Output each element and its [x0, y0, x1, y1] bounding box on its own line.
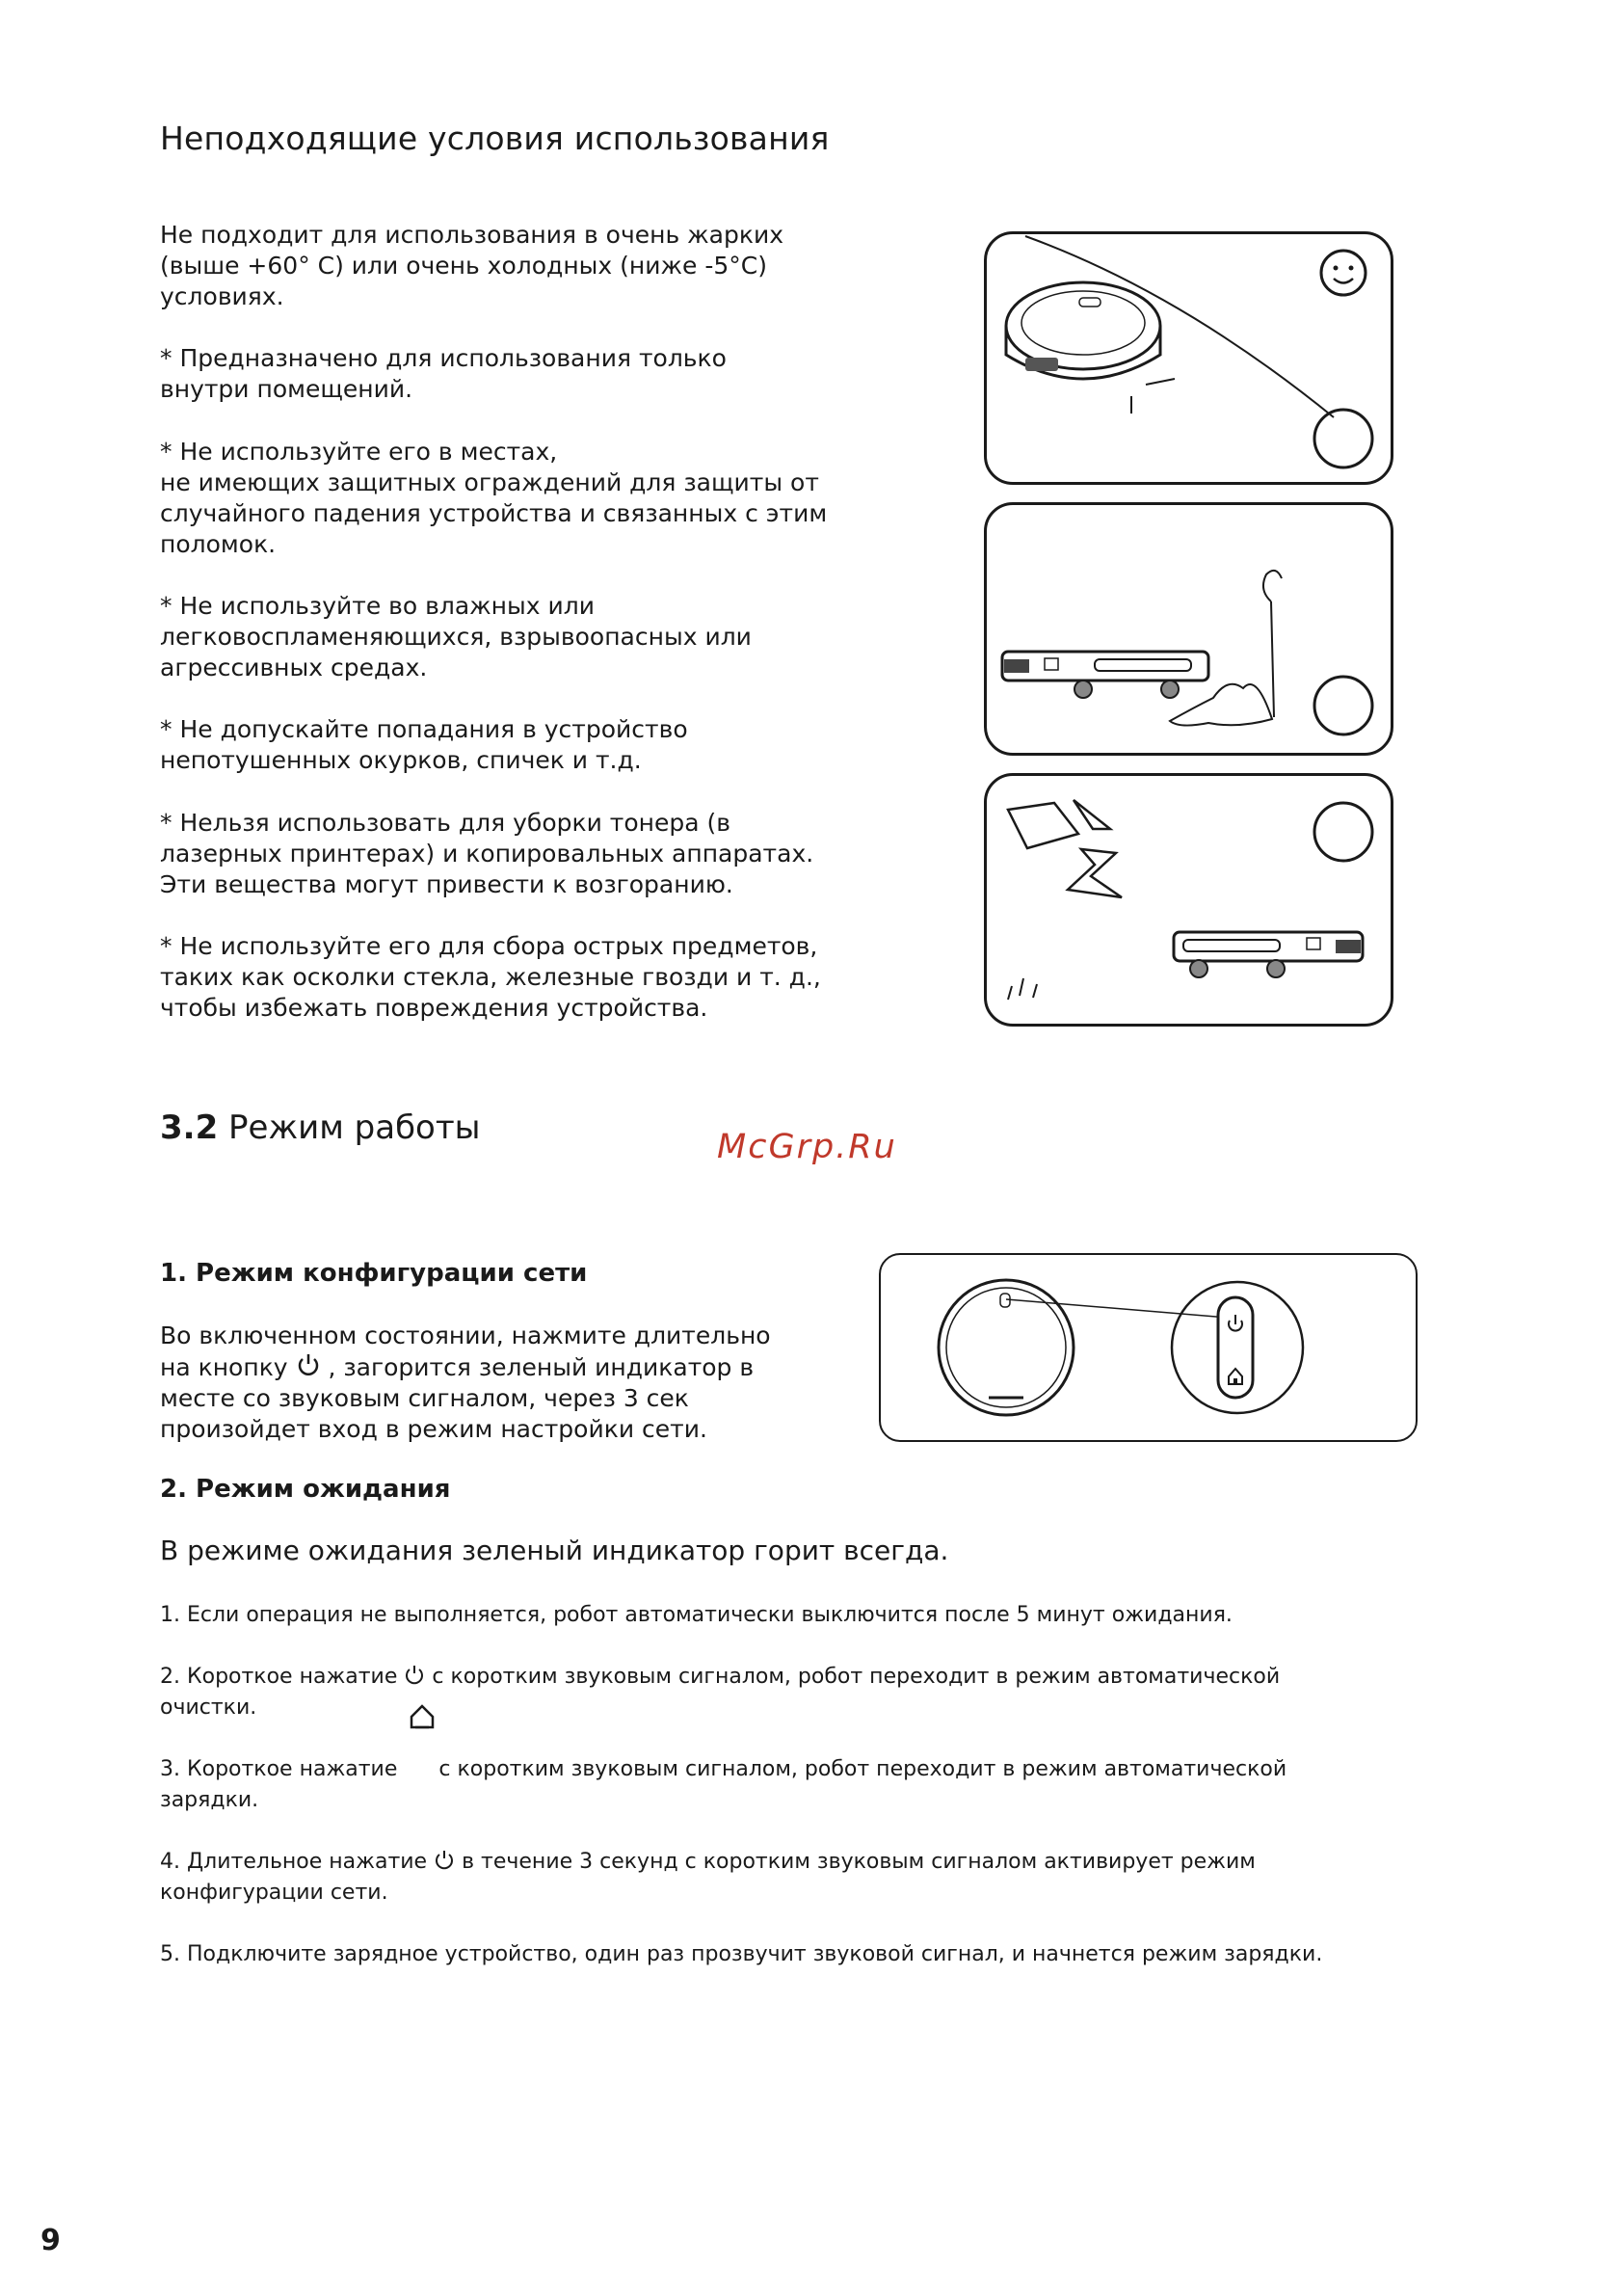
network-mode-text-a: Во включенном состоянии, нажмите длительно на кнопку [160, 1322, 771, 1381]
standby-item-4-b: в течение 3 секунд с коротким звуковым сигналом активирует режим конфигурации сети. [160, 1850, 1256, 1905]
network-mode-text [160, 1321, 892, 1445]
standby-item-2-b: с коротким звуковым сигналом, робот переходит в режим автоматической очистки. [160, 1665, 1281, 1720]
illustration-robot-liquid [984, 502, 1393, 756]
section-title-text: Режим работы [228, 1108, 481, 1147]
paragraph-indoor: * Предназначено для использования только внутри помещений. [160, 344, 727, 403]
illustration-robot-sharp [984, 773, 1393, 1027]
power-icon [404, 1663, 425, 1686]
standby-item-1: 1. Если операция не выполняется, робот автоматически выключится после 5 минут ожидания. [160, 1603, 1233, 1627]
page-heading: Неподходящие условия использования [160, 120, 830, 157]
standby-item-3-a: 3. Короткое нажатие [160, 1757, 405, 1781]
standby-item-5: 5. Подключите зарядное устройство, один раз прозвучит звуковой сигнал, и начнется режим зарядки. [160, 1942, 1323, 1966]
paragraph-cigarettes: * Не допускайте попадания в устройство непотушенных окурков, спичек и т.д. [160, 715, 688, 774]
standby-mode-title: 2. Режим ожидания [160, 1475, 451, 1504]
standby-item-3 [160, 1754, 1413, 1816]
smiley-icon [1321, 251, 1366, 295]
section-number: 3.2 [160, 1108, 219, 1147]
illustration-robot-buttons [879, 1253, 1418, 1442]
paragraph-toner: * Нельзя использовать для уборки тонера (в лазерных принтерах) и копировальных аппаратах. Эти вещества могут привести к возгоранию. [160, 809, 814, 898]
standby-item-2-a: 2. Короткое нажатие [160, 1665, 405, 1689]
power-icon [434, 1848, 455, 1871]
paragraph-temperature: Не подходит для использования в очень жарких (выше +60° C) или очень холодных (ниже -5°C) условиях. [160, 221, 784, 310]
standby-item-2 [160, 1662, 1413, 1723]
home-icon [408, 1702, 437, 1731]
watermark: McGrp.Ru [717, 1128, 897, 1166]
paragraph-fall-protection: * Не используйте его в местах, не имеющих защитных ограждений для защиты от случайного падения устройства и связанных с этим поломок. [160, 438, 828, 558]
standby-item-3-b: с коротким звуковым сигналом, робот переходит в режим автоматической зарядки. [160, 1757, 1287, 1812]
illustration-robot-edge [984, 231, 1393, 485]
page-number: 9 [40, 2224, 61, 2257]
network-mode-text-b: , загорится зеленый индикатор в месте со звуковым сигналом, через 3 сек произойдет вход в режим настройки сети. [160, 1353, 755, 1443]
section-title [160, 1108, 481, 1147]
network-mode-title: 1. Режим конфигурации сети [160, 1259, 588, 1288]
standby-item-4-a: 4. Длительное нажатие [160, 1850, 435, 1874]
standby-intro: В режиме ожидания зеленый индикатор горит всегда. [160, 1535, 949, 1566]
paragraph-sharp-objects: * Не используйте его для сбора острых предметов, таких как осколки стекла, железные гвозди и т. д., чтобы избежать повреждения устройства. [160, 932, 821, 1022]
paragraph-wet-environments: * Не используйте во влажных или легковоспламеняющихся, взрывоопасных или агрессивных средах. [160, 592, 752, 681]
power-icon [296, 1351, 321, 1378]
standby-item-4 [160, 1847, 1413, 1909]
